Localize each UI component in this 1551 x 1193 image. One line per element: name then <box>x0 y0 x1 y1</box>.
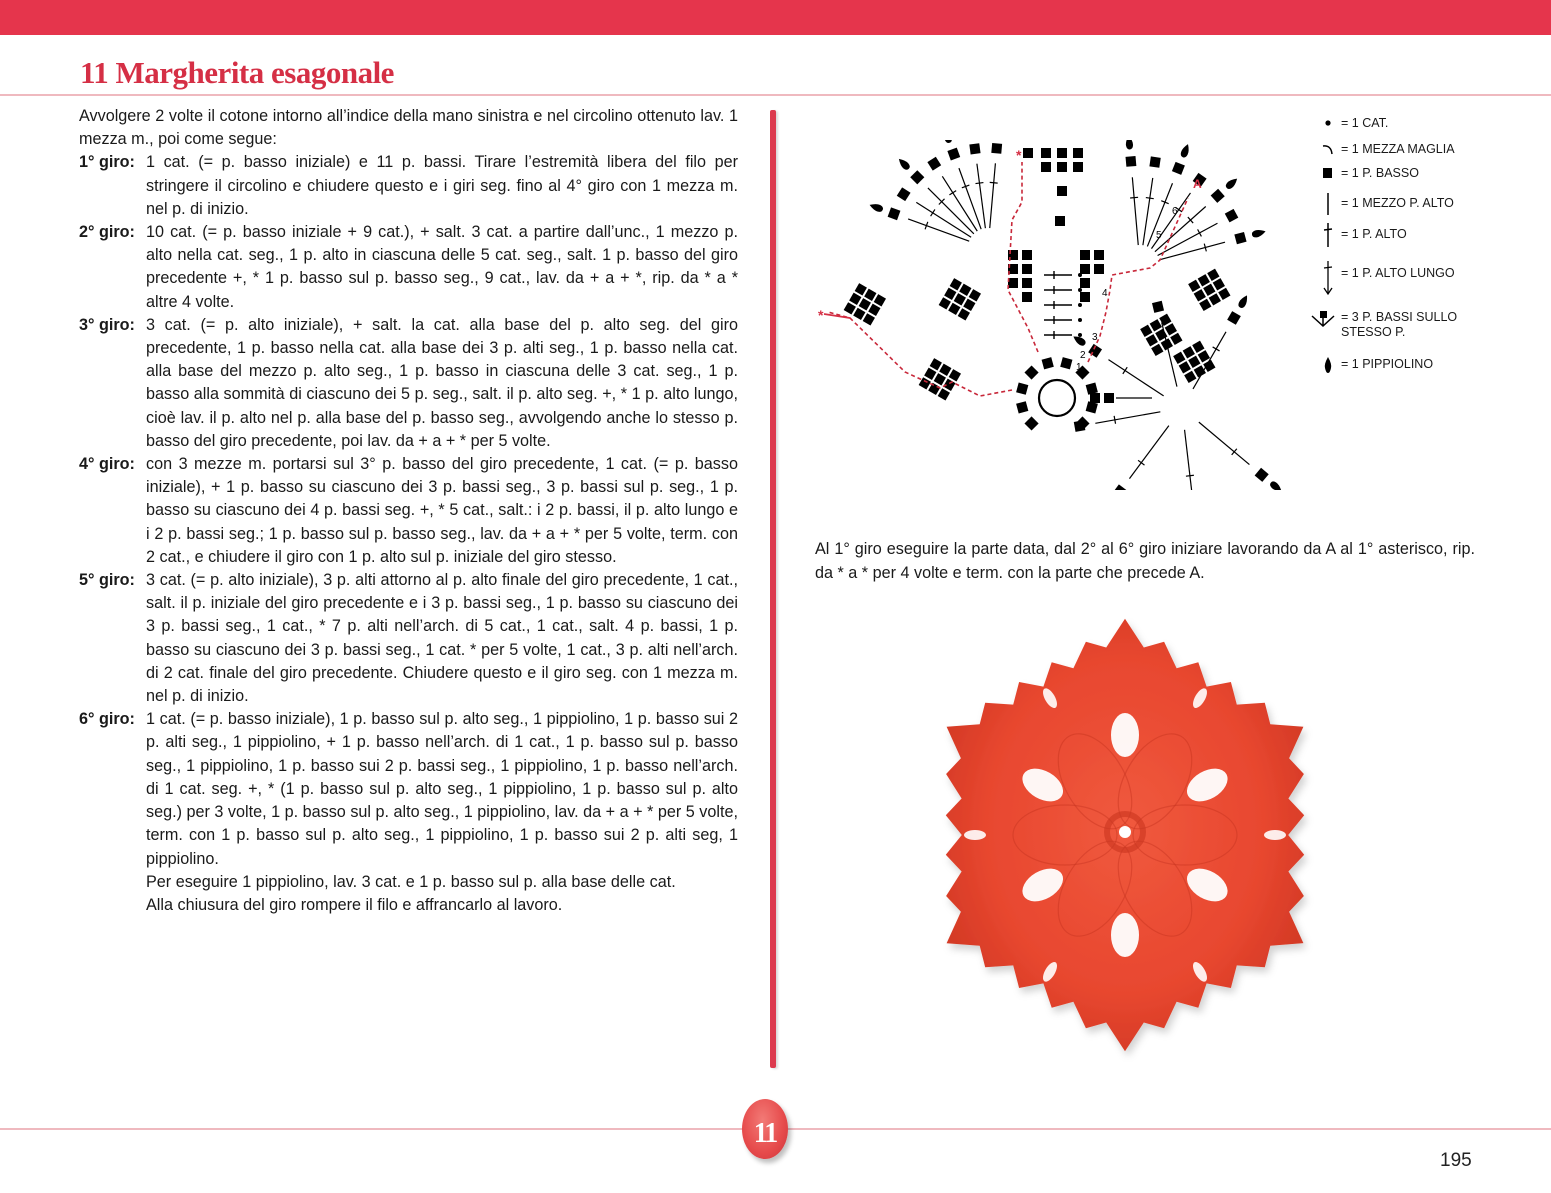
single-crochet-mark <box>1255 468 1269 482</box>
round-text: 1 cat. (= p. basso iniziale) e 11 p. bassi. Tirare l’estremità libera del filo per stringere il circolino e chiudere questo e i giri seg. fino al 4° giro con 1 mezza m. nel p. di inizio. <box>146 153 738 218</box>
single-crochet-mark <box>1022 292 1032 302</box>
single-crochet-mark <box>939 364 951 376</box>
single-crochet-mark <box>1055 216 1065 226</box>
single-crochet-mark <box>1213 278 1225 290</box>
center-ring <box>1039 380 1075 416</box>
single-crochet-mark <box>944 288 956 300</box>
single-crochet-mark <box>1094 264 1104 274</box>
chain-mark <box>1078 303 1082 307</box>
single-crochet-mark <box>969 289 981 301</box>
single-crochet-mark <box>1080 250 1090 260</box>
single-crochet-mark <box>1074 420 1086 432</box>
chain-mark <box>1078 333 1082 337</box>
single-crochet-mark <box>1073 162 1083 172</box>
yarn-ball-chapter-badge <box>742 1099 788 1159</box>
single-crochet-mark <box>1016 401 1028 413</box>
round-5 <box>79 569 738 708</box>
chain-mark <box>1078 318 1082 322</box>
yarn-column-divider <box>770 110 776 1068</box>
double-crochet-mark <box>977 164 985 228</box>
picot-drop-icon <box>1315 356 1341 374</box>
picot-mark <box>1125 140 1133 150</box>
round-label: 1° giro: <box>79 153 135 172</box>
single-crochet-mark <box>963 299 975 311</box>
start-marker-a: A <box>1193 177 1202 191</box>
single-crochet-mark <box>1170 333 1182 345</box>
round-number-4: 4 <box>1102 288 1108 299</box>
single-crochet-mark <box>1057 162 1067 172</box>
asterisk-marker-top: * <box>1016 147 1022 163</box>
single-crochet-mark <box>1183 346 1195 358</box>
double-crochet-mark <box>928 188 974 234</box>
single-crochet-mark <box>859 298 871 310</box>
chart-caption: Al 1° giro eseguire la parte data, dal 2° al 6° giro iniziare lavorando da A al 1° asterisco, rip. da * a * per 4 volte e term. con la parte che precede A. <box>815 540 1475 582</box>
fan-stitches <box>868 140 1283 490</box>
single-crochet-mark <box>1225 209 1239 223</box>
double-crochet-bar <box>931 209 935 216</box>
round-text: 1 cat. (= p. basso iniziale), 1 p. basso sul p. alto seg., 1 pippiolino, 1 p. basso sui 2 p. alti seg., 1 pippiolino, + 1 p. basso nell’arch. di 1 cat., 1 p. basso sul p. basso seg., 1 pippiolino, 1 p. basso sui 2 p. bassi seg., 1 pippiolino, 1 p. basso nell’arch. di 1 cat. seg. +, * (1 p. basso sul p. alto seg., 1 pippiolino, 1 p. basso sul p. alto seg.) per 3 volte, 1 p. basso sul p. alto seg., 1 pippiolino, lav. da + a + * per 5 volte, term. con 1 p. basso sul p. alto seg., 1 pippiolino, 1 p. basso sui 2 p. alti seg, 1 pippiolino. <box>146 710 738 868</box>
single-crochet-mark <box>928 383 940 395</box>
single-crochet-mark <box>910 170 924 184</box>
double-crochet-bar <box>1114 416 1115 424</box>
single-crochet-mark <box>1209 293 1221 305</box>
single-crochet-mark <box>1192 341 1204 353</box>
picot-mark <box>942 140 953 144</box>
legend-item: = 1 CAT. <box>1315 116 1388 131</box>
single-crochet-mark <box>1113 484 1127 490</box>
single-crochet-mark <box>959 284 971 296</box>
single-crochet-mark <box>1199 299 1211 311</box>
single-crochet-mark <box>1184 371 1196 383</box>
petal-blocks <box>844 269 1231 401</box>
notes <box>79 871 738 917</box>
single-crochet-mark <box>958 308 970 320</box>
legend-item: = 1 MEZZO P. ALTO <box>1315 192 1454 216</box>
single-crochet-mark <box>1086 383 1098 395</box>
instructions-column <box>79 105 738 917</box>
single-crochet-mark <box>1165 323 1177 335</box>
single-crochet-mark <box>1161 338 1173 350</box>
double-crochet-bar <box>975 183 983 184</box>
single-crochet-mark <box>1090 393 1100 403</box>
legend-item: = 3 P. BASSI SULLO STESSO P. <box>1305 310 1481 340</box>
double-crochet-mark <box>1129 426 1168 479</box>
double-crochet-bar <box>1186 475 1194 476</box>
single-crochet-mark <box>1218 288 1230 300</box>
single-crochet-mark <box>1024 416 1038 430</box>
single-crochet-mark <box>991 143 1002 154</box>
single-crochet-mark <box>934 373 946 385</box>
single-crochet-mark <box>924 368 936 380</box>
crochet-chart <box>810 140 1310 490</box>
single-crochet-square-icon <box>1315 166 1341 180</box>
half-double-crochet-line-icon <box>1315 192 1341 216</box>
legend-item: = 1 P. BASSO <box>1315 166 1419 181</box>
single-crochet-mark <box>927 157 941 171</box>
single-crochet-mark <box>1080 278 1090 288</box>
single-crochet-mark <box>1080 292 1090 302</box>
single-crochet-mark <box>947 148 960 161</box>
picot-mark <box>1237 294 1250 310</box>
round-number-2: 2 <box>1080 350 1086 361</box>
legend-item: = 1 MEZZA MAGLIA <box>1315 142 1455 157</box>
single-crochet-mark <box>853 308 865 320</box>
note-finish: Alla chiusura del giro rompere il filo e affrancarlo al lavoro. <box>146 895 563 914</box>
title-divider <box>0 94 1551 96</box>
round-label: 3° giro: <box>79 315 135 334</box>
round-number-3: 3 <box>1092 332 1098 343</box>
single-crochet-mark <box>849 293 861 305</box>
single-crochet-mark <box>969 143 980 154</box>
single-crochet-mark <box>1207 269 1219 281</box>
double-crochet-mark <box>1095 412 1160 423</box>
double-crochet-mark <box>1199 422 1250 464</box>
single-crochet-mark <box>1188 280 1200 292</box>
double-crochet-bar <box>1146 198 1154 199</box>
single-crochet-mark <box>1104 393 1114 403</box>
single-crochet-mark <box>844 302 856 314</box>
round-number-5: 5 <box>1156 230 1162 241</box>
round-2 <box>79 221 738 314</box>
three-sc-same-stitch-icon <box>1305 310 1341 330</box>
asterisk-marker-left: * <box>818 307 824 323</box>
single-crochet-mark <box>1057 186 1067 196</box>
single-crochet-mark <box>1227 311 1241 325</box>
single-crochet-mark <box>1140 325 1152 337</box>
round-1 <box>79 151 738 221</box>
double-crochet-bar <box>1213 347 1220 351</box>
single-crochet-mark <box>1024 365 1038 379</box>
single-crochet-mark <box>930 358 942 370</box>
round-3 <box>79 314 738 453</box>
single-crochet-mark <box>954 293 966 305</box>
picot-mark <box>1180 143 1192 159</box>
single-crochet-mark <box>1126 156 1137 167</box>
single-crochet-mark <box>1023 148 1033 158</box>
picot-mark <box>1269 480 1284 490</box>
single-crochet-mark <box>1149 156 1160 167</box>
single-crochet-mark <box>1022 264 1032 274</box>
single-crochet-mark <box>1198 350 1210 362</box>
page-title: 11 Margherita esagonale <box>80 55 394 90</box>
legend-item: = 1 P. ALTO <box>1315 222 1407 248</box>
picot-mark <box>1251 228 1266 238</box>
note-picot: Per eseguire 1 pippiolino, lav. 3 cat. e 1 p. basso sul p. alla base delle cat. <box>146 872 676 891</box>
single-crochet-mark <box>1188 356 1200 368</box>
single-crochet-mark <box>1203 360 1215 372</box>
outer-hole <box>1264 830 1286 840</box>
petal-hole <box>1111 713 1139 757</box>
double-crochet-mark <box>1155 206 1206 251</box>
single-crochet-mark <box>897 187 911 201</box>
center-hole <box>1119 826 1131 838</box>
single-crochet-mark <box>1172 162 1185 175</box>
single-crochet-mark <box>1194 289 1206 301</box>
double-crochet-bar <box>1123 367 1127 374</box>
single-crochet-mark <box>1146 334 1158 346</box>
legend-item: = 1 PIPPIOLINO <box>1315 356 1433 374</box>
round-label: 5° giro: <box>79 571 135 590</box>
round-label: 4° giro: <box>79 455 135 474</box>
single-crochet-mark <box>1152 301 1164 313</box>
long-double-crochet-arrow-icon <box>1315 260 1341 296</box>
single-crochet-mark <box>938 388 950 400</box>
single-crochet-mark <box>855 283 867 295</box>
single-crochet-mark <box>1060 357 1072 369</box>
double-crochet-mark <box>990 163 996 228</box>
single-crochet-mark <box>1022 250 1032 260</box>
round-label: 6° giro: <box>79 710 135 729</box>
top-color-band <box>0 0 1551 35</box>
single-crochet-mark <box>1211 189 1225 203</box>
double-crochet-bar <box>1198 229 1202 236</box>
double-crochet-bar <box>1138 460 1144 465</box>
chain-mark <box>1078 288 1082 292</box>
double-crochet-mark <box>1108 360 1163 396</box>
round-text: 10 cat. (= p. basso iniziale + 9 cat.), + salt. 3 cat. a partire dall’unc., 1 mezzo p. alto nella cat. seg., 1 p. alto in ciascuna delle 5 cat. seg., salt. 1 p. basso del giro precedente +, * 1 p. basso sul p. basso seg., 9 cat., lav. da + a + *, rip. da * a * altre 4 volte. <box>146 223 738 311</box>
double-crochet-bar <box>949 191 956 195</box>
single-crochet-mark <box>1022 278 1032 288</box>
single-crochet-mark <box>1086 401 1098 413</box>
picot-mark <box>1224 176 1239 191</box>
single-crochet-mark <box>948 303 960 315</box>
single-crochet-mark <box>888 207 901 220</box>
single-crochet-mark <box>863 313 875 325</box>
single-crochet-mark <box>1016 383 1028 395</box>
single-crochet-mark <box>1194 365 1206 377</box>
double-crochet-cross-icon <box>1315 222 1341 248</box>
round-number-6: 6 <box>1172 206 1178 217</box>
slip-stitch-arc-icon <box>1315 142 1341 156</box>
single-crochet-mark <box>1041 148 1051 158</box>
round-4 <box>79 453 738 569</box>
single-crochet-mark <box>1173 352 1185 364</box>
round-text: con 3 mezze m. portarsi sul 3° p. basso del giro precedente, 1 cat. (= p. basso iniziale), + 1 p. basso su ciascuno dei 3 p. bassi seg., 3 p. bassi sul p. seg., 1 p. basso su ciascuno dei 4 p. bassi seg. +, * 5 cat., salt.: i 2 p. bassi, il p. alto lungo e i 2 p. bassi seg.; 1 p. basso sul p. basso seg., lav. da + a + * per 5 volte, term. con 2 cat., e chiudere il giro con 1 p. alto sul p. iniziale del giro stesso. <box>146 455 738 566</box>
chain-dot-icon <box>1315 116 1341 130</box>
single-crochet-mark <box>1179 361 1191 373</box>
round-label: 2° giro: <box>79 223 135 242</box>
single-crochet-mark <box>1057 148 1067 158</box>
finished-motif-photo <box>910 600 1350 1070</box>
double-crochet-bar <box>990 182 998 183</box>
picot-mark <box>868 202 884 213</box>
outer-hole <box>964 830 986 840</box>
single-crochet-mark <box>1159 314 1171 326</box>
single-crochet-mark <box>1234 232 1246 244</box>
round-text: 3 cat. (= p. alto iniziale), + salt. la cat. alla base del p. alto seg. del giro precedente, 1 p. basso nella cat. alla base dei 3 p. alti seg., 1 p. basso nella cat. alla base del mezzo p. alto seg., 1 p. basso in ciascuna delle 3 cat. seg., 1 p. basso alla sommità di ciascuno dei 5 p. seg., salt. il p. alto seg. +, * 1 p. alto lungo, cioè lav. il p. alto nel p. alla base del p. basso seg., avvolgendo anche lo stesso p. basso del giro precedente, poi lav. da + a + * per 5 volte. <box>146 315 738 450</box>
double-crochet-mark <box>1159 242 1225 260</box>
petal-hole <box>1111 913 1139 957</box>
double-crochet-mark <box>1185 430 1193 490</box>
single-crochet-mark <box>949 369 961 381</box>
round-6 <box>79 708 738 870</box>
double-crochet-bar <box>1130 197 1138 198</box>
single-crochet-mark <box>939 297 951 309</box>
single-crochet-mark <box>1094 250 1104 260</box>
single-crochet-mark <box>1198 274 1210 286</box>
single-crochet-mark <box>874 294 886 306</box>
double-crochet-mark <box>1132 177 1138 245</box>
single-crochet-mark <box>1073 148 1083 158</box>
single-crochet-mark <box>864 289 876 301</box>
intro-paragraph: Avvolgere 2 volte il cotone intorno all’indice della mano sinistra e nel circolino ottenuto lav. 1 mezza m., poi come segue: <box>79 107 738 149</box>
single-crochet-mark <box>868 304 880 316</box>
page-number: 195 <box>1440 1150 1472 1171</box>
round-1-stitches <box>1016 357 1152 430</box>
chapter-number: 11 <box>753 1118 777 1149</box>
legend-item: = 1 P. ALTO LUNGO <box>1315 260 1455 296</box>
picot-mark <box>896 156 911 171</box>
round-number-1: 1 <box>1076 362 1082 373</box>
single-crochet-mark <box>1042 357 1054 369</box>
single-crochet-mark <box>950 278 962 290</box>
round-text: 3 cat. (= p. alto iniziale), 3 p. alti attorno al p. alto finale del giro precedente, 1 cat., salt. il p. iniziale del giro precedente e i 3 p. bassi seg., 1 p. basso su ciascuno dei 3 p. bassi seg., 1 cat., * 7 p. alti nell’arch. di 5 cat., 1 cat., salt. 4 p. bassi, 1 p. basso su ciascuno dei 3 p. bassi seg., 1 cat. * per 5 volte, 1 cat., 3 p. alti nell’arch. di 2 cat. finale del giro precedente. Chiudere questo e il giro seg. con 1 mezza m. nel p. di inizio. <box>146 571 738 706</box>
single-crochet-mark <box>1150 319 1162 331</box>
single-crochet-mark <box>1151 344 1163 356</box>
single-crochet-mark <box>1080 264 1090 274</box>
single-crochet-mark <box>1008 278 1018 288</box>
single-crochet-mark <box>1203 284 1215 296</box>
single-crochet-mark <box>1041 162 1051 172</box>
